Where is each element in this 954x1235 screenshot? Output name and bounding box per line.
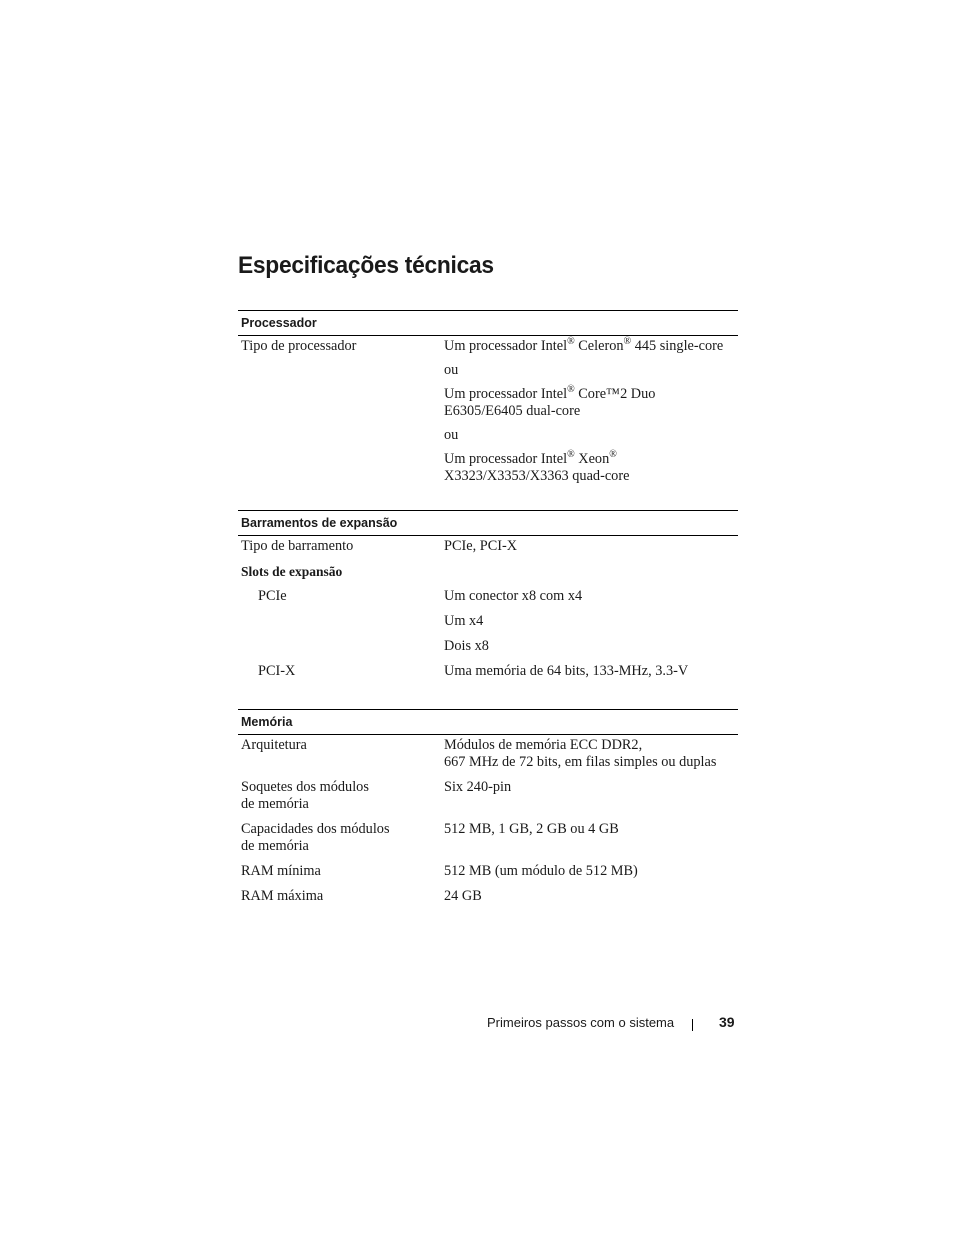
processor-or-1: ou bbox=[444, 362, 459, 378]
memory-value: 512 MB (um módulo de 512 MB) bbox=[444, 863, 638, 879]
processor-option-xeon: Um processador Intel® Xeon® X3323/X3353/X3363 quad-core bbox=[444, 449, 630, 484]
footer-text: Primeiros passos com o sistema bbox=[487, 1015, 675, 1030]
bus-type-label: Tipo de barramento bbox=[241, 538, 354, 554]
memory-row bbox=[238, 863, 738, 880]
page-title: Especificações técnicas bbox=[238, 252, 494, 279]
processor-option-core2: Um processador Intel® Core™2 Duo E6305/E6405 dual-core bbox=[444, 384, 656, 419]
page-number: 39 bbox=[719, 1014, 735, 1030]
pcie-label: PCIe bbox=[258, 588, 287, 604]
memory-row bbox=[238, 821, 738, 855]
processor-type-value bbox=[444, 338, 738, 485]
expansion-slots-label: Slots de expansão bbox=[241, 564, 343, 579]
pcie-value: Um conector x8 com x4 bbox=[444, 588, 583, 604]
memory-row bbox=[238, 888, 738, 905]
pcix-row bbox=[238, 663, 738, 680]
memory-row bbox=[238, 737, 738, 771]
memory-label: RAM máxima bbox=[241, 888, 324, 904]
pcie-values bbox=[444, 588, 738, 655]
pcix-value: Uma memória de 64 bits, 133-MHz, 3.3-V bbox=[444, 663, 689, 679]
memory-value: 24 GB bbox=[444, 888, 482, 904]
processor-type-label: Tipo de processador bbox=[241, 338, 357, 354]
bus-type-value: PCIe, PCI-X bbox=[444, 538, 518, 554]
memory-label: Capacidades dos módulos de memória bbox=[241, 821, 390, 854]
memory-heading: Memória bbox=[238, 709, 738, 735]
memory-label: RAM mínima bbox=[241, 863, 321, 879]
memory-value: Módulos de memória ECC DDR2, 667 MHz de 72 bits, em filas simples ou duplas bbox=[444, 737, 717, 770]
memory-value: Six 240-pin bbox=[444, 779, 512, 795]
footer-separator bbox=[692, 1019, 693, 1031]
memory-value: 512 MB, 1 GB, 2 GB ou 4 GB bbox=[444, 821, 619, 837]
memory-section bbox=[238, 709, 738, 905]
expansion-heading: Barramentos de expansão bbox=[238, 510, 738, 536]
processor-or-2: ou bbox=[444, 427, 459, 443]
memory-label: Arquitetura bbox=[241, 737, 307, 753]
pcie-value: Dois x8 bbox=[444, 638, 489, 654]
expansion-slots-row bbox=[238, 563, 738, 580]
pcix-label: PCI-X bbox=[258, 663, 296, 679]
expansion-section bbox=[238, 510, 738, 680]
pcie-value: Um x4 bbox=[444, 613, 484, 629]
processor-section bbox=[238, 310, 738, 485]
processor-option-celeron: Um processador Intel® Celeron® 445 single-core bbox=[444, 336, 724, 354]
processor-type-row bbox=[238, 338, 738, 485]
memory-label: Soquetes dos módulos de memória bbox=[241, 779, 369, 812]
memory-row bbox=[238, 779, 738, 813]
processor-heading: Processador bbox=[238, 310, 738, 336]
pcie-row bbox=[238, 588, 738, 655]
bus-type-row bbox=[238, 538, 738, 555]
